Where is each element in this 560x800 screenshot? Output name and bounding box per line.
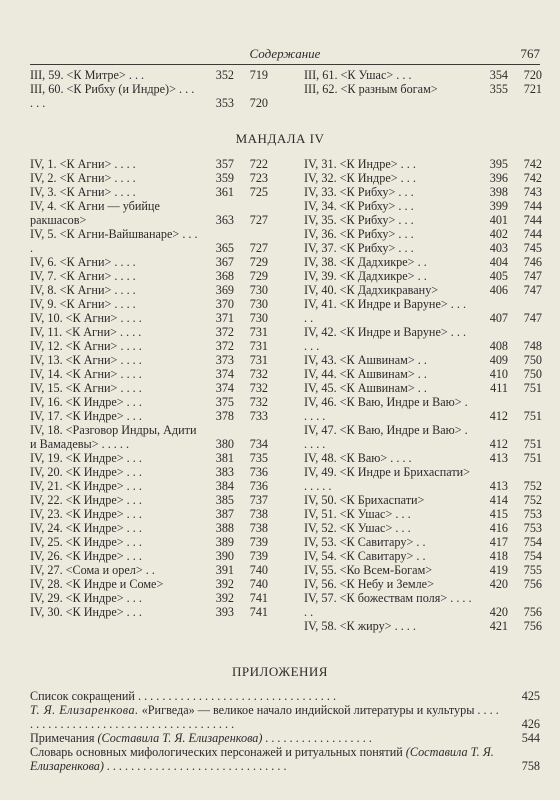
text-page: 353 <box>215 96 234 110</box>
text-page: 407 <box>489 311 508 325</box>
text-page: 403 <box>489 241 508 255</box>
text-page: 404 <box>489 255 508 269</box>
entry-title: IV, 38. <К Дадхикре> . . <box>304 255 427 269</box>
toc-entry <box>30 507 268 521</box>
text-page: 412 <box>489 409 508 423</box>
toc-entry <box>30 297 268 311</box>
text-page: 363 <box>215 213 234 227</box>
text-page: 389 <box>215 535 234 549</box>
toc-entry <box>30 171 268 185</box>
commentary-page: 723 <box>249 171 268 185</box>
entry-title: IV, 56. <К Небу и Земле> <box>304 577 434 591</box>
entry-title: IV, 27. <Сома и орел> . . <box>30 563 155 577</box>
toc-entry <box>304 227 542 241</box>
entry-title: IV, 41. <К Индре и Варуне> . . . . . <box>304 297 467 325</box>
toc-entry <box>30 451 268 465</box>
toc-entry <box>30 591 268 605</box>
entry-title: IV, 25. <К Индре> . . . <box>30 535 142 549</box>
entry-title: IV, 8. <К Агни> . . . . <box>30 283 136 297</box>
text-page: 355 <box>489 82 508 96</box>
toc-entry <box>30 325 268 339</box>
commentary-page: 730 <box>249 311 268 325</box>
commentary-page: 742 <box>523 157 542 171</box>
commentary-page: 732 <box>249 395 268 409</box>
commentary-page: 720 <box>523 68 542 82</box>
commentary-page: 748 <box>523 339 542 353</box>
text-page: 372 <box>215 325 234 339</box>
commentary-page: 747 <box>523 283 542 297</box>
text-page: 408 <box>489 339 508 353</box>
commentary-page: 752 <box>523 493 542 507</box>
entry-title: IV, 33. <К Рибху> . . . <box>304 185 414 199</box>
toc-entry <box>30 549 268 563</box>
text-page: 354 <box>489 68 508 82</box>
text-page: 396 <box>489 171 508 185</box>
text-page: 419 <box>489 563 508 577</box>
text-page: 413 <box>489 479 508 493</box>
entry-title: IV, 40. <К Дадхикравану> <box>304 283 439 297</box>
entry-title: IV, 6. <К Агни> . . . . <box>30 255 136 269</box>
text-page: 401 <box>489 213 508 227</box>
appendix-entry <box>30 745 540 773</box>
entry-title: IV, 14. <К Агни> . . . . <box>30 367 142 381</box>
appendix-text <box>30 731 540 745</box>
entry-title: IV, 5. <К Агни-Вайшванаре> . . . . <box>30 227 198 255</box>
toc-entry <box>30 157 268 171</box>
toc-entry <box>304 493 542 507</box>
text-page: 372 <box>215 339 234 353</box>
toc-entry <box>30 577 268 591</box>
toc-entry <box>304 283 542 297</box>
toc-entry <box>30 68 268 82</box>
commentary-page: 739 <box>249 549 268 563</box>
entry-title: IV, 7. <К Агни> . . . . <box>30 269 136 283</box>
commentary-page: 751 <box>523 409 542 423</box>
text-page: 411 <box>490 381 508 395</box>
commentary-page: 720 <box>249 96 268 110</box>
entry-title: IV, 44. <К Ашвинам> . . <box>304 367 427 381</box>
entry-title: IV, 35. <К Рибху> . . . <box>304 213 414 227</box>
entry-title: IV, 36. <К Рибху> . . . <box>304 227 414 241</box>
text-page: 402 <box>489 227 508 241</box>
text-page: 370 <box>215 297 234 311</box>
commentary-page: 727 <box>249 241 268 255</box>
entry-title: IV, 57. <К божествам поля> . . . . . . <box>304 591 472 619</box>
appendix-title: Список сокращений . . . . . . . . . . . . . . . . . . . . . . . . . . . . . . . . . <box>30 689 337 703</box>
text-page: 371 <box>215 311 234 325</box>
toc-entry <box>304 213 542 227</box>
appendix-title: Примечания <box>30 731 95 745</box>
commentary-page: 738 <box>249 521 268 535</box>
toc-entry <box>304 381 542 395</box>
toc-entry <box>30 563 268 577</box>
text-page: 420 <box>489 605 508 619</box>
commentary-page: 755 <box>523 563 542 577</box>
toc-entry <box>30 479 268 493</box>
entry-title: IV, 1. <К Агни> . . . . <box>30 157 136 171</box>
entry-title: IV, 9. <К Агни> . . . . <box>30 297 136 311</box>
commentary-page: 747 <box>523 269 542 283</box>
entry-title: IV, 20. <К Индре> . . . <box>30 465 142 479</box>
toc-entry <box>304 507 542 521</box>
text-page: 368 <box>215 269 234 283</box>
commentary-page: 730 <box>249 283 268 297</box>
entry-title: IV, 42. <К Индре и Варуне> . . . . . . <box>304 325 467 353</box>
text-page: 352 <box>215 68 234 82</box>
text-page: 385 <box>215 493 234 507</box>
entry-title: III, 59. <К Митре> . . . <box>30 68 145 82</box>
text-page: 416 <box>489 521 508 535</box>
text-page: 374 <box>215 381 234 395</box>
appendix-title: «Ригведа» — великое начало индийской литературы и культуры . . . . . . . . . . . . . . . . . . . . . . . . . . . . . . . . . . . . . . <box>30 703 499 731</box>
text-page: 361 <box>215 185 234 199</box>
page-number: 767 <box>520 46 540 61</box>
appendix-page: 544 <box>521 731 540 745</box>
toc-entry <box>30 353 268 367</box>
entry-title: IV, 15. <К Агни> . . . . <box>30 381 142 395</box>
entry-title: III, 61. <К Ушас> . . . <box>304 68 412 82</box>
text-page: 414 <box>489 493 508 507</box>
text-page: 373 <box>215 353 234 367</box>
page-title: Содержание <box>249 46 321 61</box>
text-page: 367 <box>215 255 234 269</box>
toc-entry <box>304 185 542 199</box>
text-page: 399 <box>489 199 508 213</box>
commentary-page: 725 <box>249 185 268 199</box>
appendix-entry <box>30 703 540 731</box>
toc-entry <box>304 171 542 185</box>
commentary-page: 754 <box>523 535 542 549</box>
text-page: 405 <box>489 269 508 283</box>
text-page: 412 <box>489 437 508 451</box>
toc-entry <box>30 381 268 395</box>
toc-entry <box>304 563 542 577</box>
entry-title: IV, 22. <К Индре> . . . <box>30 493 142 507</box>
entry-title: IV, 43. <К Ашвинам> . . <box>304 353 427 367</box>
commentary-page: 753 <box>523 507 542 521</box>
commentary-page: 744 <box>523 199 542 213</box>
text-page: 390 <box>215 549 234 563</box>
entry-title: IV, 51. <К Ушас> . . . <box>304 507 411 521</box>
entry-title: IV, 39. <К Дадхикре> . . <box>304 269 427 283</box>
commentary-page: 745 <box>523 241 542 255</box>
text-page: 410 <box>489 367 508 381</box>
toc-entry <box>304 451 542 465</box>
toc-entry <box>30 82 268 110</box>
commentary-page: 730 <box>249 297 268 311</box>
text-page: 387 <box>215 507 234 521</box>
commentary-page: 722 <box>249 157 268 171</box>
entry-title: IV, 50. <К Брихаспати> <box>304 493 425 507</box>
toc-entry <box>304 68 542 82</box>
toc-entry <box>304 241 542 255</box>
commentary-page: 719 <box>249 68 268 82</box>
commentary-page: 737 <box>249 493 268 507</box>
entry-title: IV, 58. <К жиру> . . . . <box>304 619 416 633</box>
toc-entry <box>304 325 542 353</box>
commentary-page: 754 <box>523 549 542 563</box>
text-page: 398 <box>489 185 508 199</box>
top-right-column <box>304 68 542 96</box>
entry-title: IV, 16. <К Индре> . . . <box>30 395 142 409</box>
entry-title: IV, 12. <К Агни> . . . . <box>30 339 142 353</box>
entry-title: IV, 32. <К Индре> . . . <box>304 171 416 185</box>
toc-entry <box>30 227 268 255</box>
entry-title: IV, 4. <К Агни — убийце ракшасов> <box>30 199 160 227</box>
text-page: 413 <box>489 451 508 465</box>
toc-entry <box>304 255 542 269</box>
mandala-right-column <box>304 157 542 633</box>
commentary-page: 744 <box>523 213 542 227</box>
entry-title: IV, 2. <К Агни> . . . . <box>30 171 136 185</box>
commentary-page: 747 <box>523 311 542 325</box>
entry-title: IV, 23. <К Индре> . . . <box>30 507 142 521</box>
commentary-page: 734 <box>249 437 268 451</box>
text-page: 357 <box>215 157 234 171</box>
commentary-page: 729 <box>249 255 268 269</box>
text-page: 392 <box>215 577 234 591</box>
entry-title: IV, 24. <К Индре> . . . <box>30 521 142 535</box>
text-page: 359 <box>215 171 234 185</box>
entry-title: IV, 31. <К Индре> . . . <box>304 157 416 171</box>
toc-entry <box>30 185 268 199</box>
commentary-page: 740 <box>249 577 268 591</box>
entry-title: III, 62. <К разным богам> <box>304 82 438 96</box>
appendix-page: 758 <box>521 759 540 773</box>
entry-title: IV, 17. <К Индре> . . . <box>30 409 142 423</box>
appendix-entry <box>30 689 540 703</box>
entry-title: IV, 13. <К Агни> . . . . <box>30 353 142 367</box>
commentary-page: 750 <box>523 367 542 381</box>
commentary-page: 751 <box>523 437 542 451</box>
entry-title: IV, 3. <К Агни> . . . . <box>30 185 136 199</box>
appendix-note: (Составила Т. Я. Елизаренкова) . . . . . . . . . . . . . . . . . . . . . . . . . . . . . . <box>30 745 494 773</box>
text-page: 378 <box>215 409 234 423</box>
text-page: 369 <box>215 283 234 297</box>
text-page: 375 <box>215 395 234 409</box>
appendix-text <box>30 703 540 731</box>
entry-title: IV, 53. <К Савитару> . . <box>304 535 426 549</box>
appendix-note: (Составила Т. Я. Елизаренкова) . . . . . . . . . . . . . . . . . . <box>97 731 373 745</box>
toc-entry <box>304 535 542 549</box>
commentary-page: 731 <box>249 339 268 353</box>
commentary-page: 743 <box>523 185 542 199</box>
toc-entry <box>30 409 268 423</box>
commentary-page: 750 <box>523 353 542 367</box>
toc-entry <box>304 619 542 633</box>
text-page: 365 <box>215 241 234 255</box>
entry-title: IV, 26. <К Индре> . . . <box>30 549 142 563</box>
commentary-page: 732 <box>249 381 268 395</box>
toc-entry <box>304 549 542 563</box>
text-page: 409 <box>489 353 508 367</box>
entry-title: IV, 18. <Разговор Индры, Адити и Вамадевы> . . . . . <box>30 423 197 451</box>
entry-title: IV, 49. <К Индре и Брихаспати> . . . . . <box>304 465 471 493</box>
text-page: 417 <box>489 535 508 549</box>
entry-title: IV, 11. <К Агни> . . . . <box>30 325 142 339</box>
text-page: 392 <box>215 591 234 605</box>
toc-entry <box>30 339 268 353</box>
toc-entry <box>30 521 268 535</box>
toc-entry <box>30 269 268 283</box>
appendix-page: 426 <box>521 717 540 731</box>
entry-title: IV, 47. <К Ваю, Индре и Ваю> . . . . . <box>304 423 468 451</box>
toc-entry <box>30 367 268 381</box>
appendix-text <box>30 745 540 773</box>
text-page: 421 <box>489 619 508 633</box>
entry-title: IV, 30. <К Индре> . . . <box>30 605 142 619</box>
toc-entry <box>30 255 268 269</box>
mandala-heading: МАНДАЛА IV <box>235 131 325 146</box>
entry-title: IV, 21. <К Индре> . . . <box>30 479 142 493</box>
commentary-page: 756 <box>523 619 542 633</box>
running-header <box>30 46 540 62</box>
commentary-page: 753 <box>523 521 542 535</box>
commentary-page: 727 <box>249 213 268 227</box>
appendix-entry <box>30 731 540 745</box>
commentary-page: 746 <box>523 255 542 269</box>
toc-entry <box>30 605 268 619</box>
toc-entry <box>304 521 542 535</box>
entry-title: IV, 34. <К Рибху> . . . <box>304 199 414 213</box>
commentary-page: 732 <box>249 367 268 381</box>
text-page: 395 <box>489 157 508 171</box>
toc-entry <box>304 157 542 171</box>
toc-entry <box>304 199 542 213</box>
text-page: 388 <box>215 521 234 535</box>
toc-entry <box>30 283 268 297</box>
text-page: 381 <box>215 451 234 465</box>
entry-title: III, 60. <К Рибху (и Индре)> . . . . . . <box>30 82 195 110</box>
toc-entry <box>304 82 542 96</box>
commentary-page: 736 <box>249 465 268 479</box>
entry-title: IV, 19. <К Индре> . . . <box>30 451 142 465</box>
entry-title: IV, 54. <К Савитару> . . <box>304 549 426 563</box>
text-page: 380 <box>215 437 234 451</box>
appendices-list <box>30 689 540 773</box>
text-page: 420 <box>489 577 508 591</box>
entry-title: IV, 48. <К Ваю> . . . . <box>304 451 412 465</box>
entry-title: IV, 45. <К Ашвинам> . . <box>304 381 427 395</box>
toc-entry <box>30 423 268 451</box>
toc-entry <box>304 591 542 619</box>
commentary-page: 751 <box>523 381 542 395</box>
text-page: 374 <box>215 367 234 381</box>
text-page: 384 <box>215 479 234 493</box>
commentary-page: 751 <box>523 451 542 465</box>
toc-entry <box>30 199 268 227</box>
commentary-page: 731 <box>249 325 268 339</box>
appendix-author: Т. Я. Елизаренкова. <box>30 703 139 717</box>
commentary-page: 736 <box>249 479 268 493</box>
toc-entry <box>30 311 268 325</box>
toc-entry <box>304 297 542 325</box>
appendices-heading: ПРИЛОЖЕНИЯ <box>232 664 328 679</box>
toc-entry <box>30 493 268 507</box>
commentary-page: 752 <box>523 479 542 493</box>
entry-title: IV, 29. <К Индре> . . . <box>30 591 142 605</box>
entry-title: IV, 55. <Ко Всем-Богам> <box>304 563 433 577</box>
toc-entry <box>304 423 542 451</box>
entry-title: IV, 37. <К Рибху> . . . <box>304 241 414 255</box>
toc-entry <box>304 269 542 283</box>
entry-title: IV, 46. <К Ваю, Индре и Ваю> . . . . . <box>304 395 468 423</box>
toc-entry <box>30 535 268 549</box>
commentary-page: 729 <box>249 269 268 283</box>
entry-title: IV, 52. <К Ушас> . . . <box>304 521 411 535</box>
text-page: 383 <box>215 465 234 479</box>
entry-title: IV, 28. <К Индре и Соме> <box>30 577 164 591</box>
top-left-column <box>30 68 268 110</box>
commentary-page: 731 <box>249 353 268 367</box>
appendix-page: 425 <box>521 689 540 703</box>
toc-entry <box>304 465 542 493</box>
toc-entry <box>30 395 268 409</box>
commentary-page: 740 <box>249 563 268 577</box>
toc-entry <box>304 577 542 591</box>
commentary-page: 741 <box>249 591 268 605</box>
header-rule <box>30 64 540 65</box>
commentary-page: 756 <box>523 577 542 591</box>
appendix-title: Словарь основных мифологических персонажей и ритуальных понятий <box>30 745 403 759</box>
commentary-page: 721 <box>523 82 542 96</box>
commentary-page: 741 <box>249 605 268 619</box>
text-page: 406 <box>489 283 508 297</box>
commentary-page: 739 <box>249 535 268 549</box>
commentary-page: 735 <box>249 451 268 465</box>
toc-entry <box>304 367 542 381</box>
toc-entry <box>304 353 542 367</box>
toc-entry <box>30 465 268 479</box>
commentary-page: 756 <box>523 605 542 619</box>
text-page: 391 <box>215 563 234 577</box>
commentary-page: 738 <box>249 507 268 521</box>
text-page: 393 <box>215 605 234 619</box>
commentary-page: 742 <box>523 171 542 185</box>
toc-entry <box>304 395 542 423</box>
commentary-page: 733 <box>249 409 268 423</box>
text-page: 418 <box>489 549 508 563</box>
entry-title: IV, 10. <К Агни> . . . . <box>30 311 142 325</box>
text-page: 415 <box>489 507 508 521</box>
appendix-text <box>30 689 540 703</box>
mandala-left-column <box>30 157 268 619</box>
commentary-page: 744 <box>523 227 542 241</box>
